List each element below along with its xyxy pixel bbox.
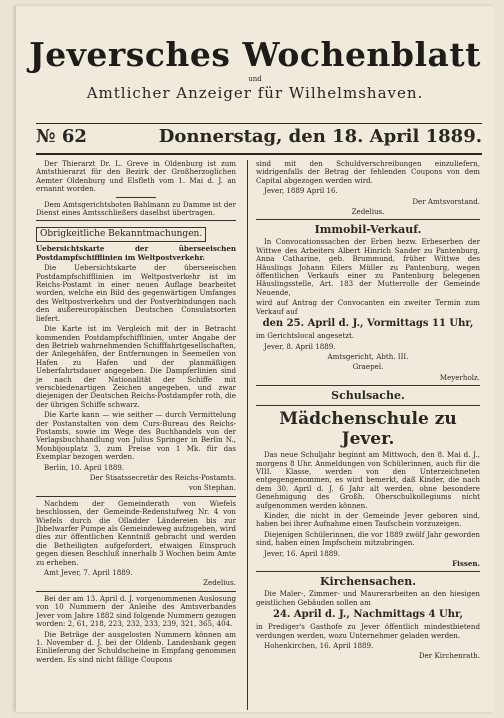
section-heading-official: Obrigkeitliche Bekanntmachungen. xyxy=(36,227,206,242)
issue-number: № 62 xyxy=(36,126,87,147)
newspaper-subtitle: Amtlicher Anzeiger für Wilhelmshaven. xyxy=(86,84,424,102)
notice-kirche-p1: Die Maler-, Zimmer- und Maurerarbeiten an den hiesigen geistlichen Gebäuden sollen am xyxy=(256,589,480,607)
notice-auslosung-date: Jever, 1889 April 16. xyxy=(264,186,338,196)
column-left xyxy=(36,160,236,666)
notice-kirche-date-highlight: 24. April d. J., Nachmittags 4 Uhr, xyxy=(273,609,463,621)
notice-auslosung-cont: Die Beträge der ausgelosten Nummern können am 1. November d. J. bei der Oldenb. Landesbank gegen Einlieferung der Schuldscheine in Empfang genommen werden. Es sind nicht fällige Coupons xyxy=(36,629,236,664)
divider xyxy=(116,197,156,198)
notice-wiefels-date: Amt Jever, 7. April 1889. xyxy=(44,568,133,578)
notice-immobil-p1: In Convocationssachen der Erben bezw. Erbeserben der Wittwe des Arbeiters Albert Hinrich Sander zu Pantenburg, Anna Catharine, geb. Brummund, früher Wittwe des Häuslings Johann Eilers Müller zu Pantenburg, wegen öffentlichen Verkaufs einer zu Pantenburg belegenen Häuslingsstelle, Art. 183 der Mutterrolle der Gemeinde Neuende, xyxy=(256,237,480,297)
column-right xyxy=(256,160,480,663)
article-maedchenschule-date: Jever, 16. April 1889. xyxy=(264,548,341,558)
article-postkarte-p1: Die Uebersichtskarte der überseeischen Postdampfschifflinien im Weltpostverkehr ist im Reichs-Postamt in einer neuen Auflage bearbeitet worden, welche ein Bild des gegenwärtigen Umfanges des Weltpostverkehrs und der Postverbindungen nach den außereuropäischen Deutschen Consulatsorten liefert. xyxy=(36,263,236,323)
section-heading-immobil: Immobil-Verkauf. xyxy=(314,223,422,237)
masthead-rule-top xyxy=(36,123,482,124)
notice-immobil-signatory: Graepel. xyxy=(352,362,384,372)
notice-immobil-signatory2: Meyerholz. xyxy=(439,372,480,382)
article-maedchenschule-p3: Diejenigen Schülerinnen, die vor 1889 zwölf Jahr geworden sind, haben einen Impfschein mitzubringen. xyxy=(256,529,480,548)
divider xyxy=(256,385,480,386)
article-postkarte-signatory-title: Der Staatssecretär des Reichs-Postamts. xyxy=(89,473,236,482)
notice-kirche-signatory: Der Kirchenrath. xyxy=(418,651,480,661)
article-heading-postkarte: Uebersichtskarte der überseeischen Postdampfschifflinien im Weltpostverkehr. xyxy=(36,244,236,262)
notice-immobil-p3: im Gerichtslocal angesetzt. xyxy=(256,331,355,341)
article-maedchenschule-signatory: Fissen. xyxy=(452,559,480,568)
article-maedchenschule-p2: Kinder, die nicht in der Gemeinde Jever geboren sind, haben bei ihrer Aufnahme einen Taufschein vorzuzeigen. xyxy=(256,510,480,529)
divider xyxy=(36,496,236,497)
notice-auslosung-signatory: Zedelius. xyxy=(351,207,385,217)
notice-auslosung-signatory-title: Der Amtsvorstand. xyxy=(412,196,480,206)
divider xyxy=(36,220,236,221)
divider xyxy=(256,219,480,220)
notice-immobil-date: Jever, 8. April 1889. xyxy=(264,341,336,351)
notice-immobil-date-highlight: den 25. April d. J., Vormittags 11 Uhr, xyxy=(262,318,474,330)
article-postkarte-p3: Die Karte kann — wie seither — durch Vermittelung der Postanstalten von dem Curs-Bureau des Reichs-Postamts, sowie im Wege des Buchhandels von der Verlagsbuchhandlung von Julius Springer in Berlin N., Monbijouplatz 3, zum Preise von 1 Mk. für das Exemplar bezogen werden. xyxy=(36,410,236,462)
divider xyxy=(256,405,480,406)
issue-line xyxy=(36,126,482,147)
article-postkarte-p2: Die Karte ist im Vergleich mit der in Betracht kommenden Postdampfschifflinien, unter Angabe der den Betrieb wahrnehmenden Schifffahrtgesellschaften, der Anlegehäfen, der Entfernungen in Seemeilen von Hafen zu Hafen und der planmäßigen Ueberfahrtsdauer angegeben. Die Dampferlinien sind je nach der Nationalität der Schiffe mit verschiedenartigen Zeichen angegeben, und zwar diejenigen der Deutschen Reichs-Postdampfer roth, die der übrigen Schiffe schwarz. xyxy=(36,324,236,409)
issue-date: Donnerstag, den 18. April 1889. xyxy=(158,126,482,147)
article-heading-maedchenschule: Mädchenschule zu Jever. xyxy=(279,409,457,450)
article-postkarte-date: Berlin, 10. April 1889. xyxy=(44,462,125,472)
notice-immobil-p2: wird auf Antrag der Convocanten ein zweiter Termin zum Verkauf auf xyxy=(256,298,480,316)
masthead-rule-bottom xyxy=(36,153,482,155)
section-heading-schulsache: Schulsache. xyxy=(331,389,405,403)
article-postkarte-signatory: von Stephan. xyxy=(188,483,236,493)
column-divider xyxy=(247,160,248,710)
notice-kirche-p2: in Prediger's Gasthofe zu Jever öffentlich mindestbietend verdungen werden, wozu Unternehmer geladen werden. xyxy=(256,622,480,640)
newspaper-page xyxy=(16,6,494,712)
divider xyxy=(256,571,480,572)
notice-immobil-court: Amtsgericht, Abth. III. xyxy=(327,351,409,361)
masthead-und: und xyxy=(248,75,262,83)
notice-thierarzt: Der Thierarzt Dr. L. Greve in Oldenburg ist zum Amtsthierarzt für den Bezirk der Großherzoglichen Aemter Oldenburg und Elsfleth vom 1. Mai d. J. an ernannt worden. xyxy=(36,159,236,194)
section-heading-kirchensachen: Kirchensachen. xyxy=(319,575,417,589)
masthead xyxy=(16,6,494,102)
newspaper-title: Jeversches Wochenblatt xyxy=(29,35,481,74)
notice-auslosung: Bei der am 13. April d. J. vorgenommenen Auslosung von 10 Nummern der Anleihe des Amtsverbandes Jever vom Jahre 1882 sind folgende Nummern gezogen worden: 2, 61, 218, 223, 232, 233, 239, 321, 365, 404. xyxy=(36,593,236,629)
notice-wiefels-signatory: Zedelius. xyxy=(203,578,236,588)
article-maedchenschule-p1: Das neue Schuljahr beginnt am Mittwoch, den 8. Mai d. J., morgens 8 Uhr. Anmeldungen von Schülerinnen, auch für die VIII. Klasse, werden von den Unterzeichneten entgegengenommen, es wird bemerkt, daß Kinder, die nach dem 30. April d. J. 6 Jahr alt werden, ohne besondere Genehmigung des Großh. Oberschulkollegiums nicht aufgenommen werden können. xyxy=(256,450,480,510)
notice-kirche-date: Hohenkirchen, 16. April 1889. xyxy=(264,641,374,651)
notice-wiefels: Nachdem der Gemeinderath von Wiefels beschlossen, der Gemeinde-Redenstufweg Nr. 4 von Wiefels durch die Olladder Ländereien bis zur Jbbelwarfer Pumpe als Gemeindeweg aufzugeben, wird dies zur öffentlichen Kenntniß gebracht und werden die Betheiligten aufgefordert, etwaigen Einspruch gegen diesen Beschluß innerhalb 3 Wochen beim Amte zu erheben. xyxy=(36,498,237,567)
notice-amtsgerichtsbote: Dem Amtsgerichtsboten Bahlmann zu Damme ist der Dienst eines Amtsschließers daselbst übertragen. xyxy=(36,199,236,218)
divider xyxy=(36,591,236,592)
notice-auslosung-tail: sind mit den Schuldverschreibungen einzuliefern, widrigenfalls der Betrag der fehlenden Coupons von dem Capital abgezogen werden wird. xyxy=(256,159,480,185)
